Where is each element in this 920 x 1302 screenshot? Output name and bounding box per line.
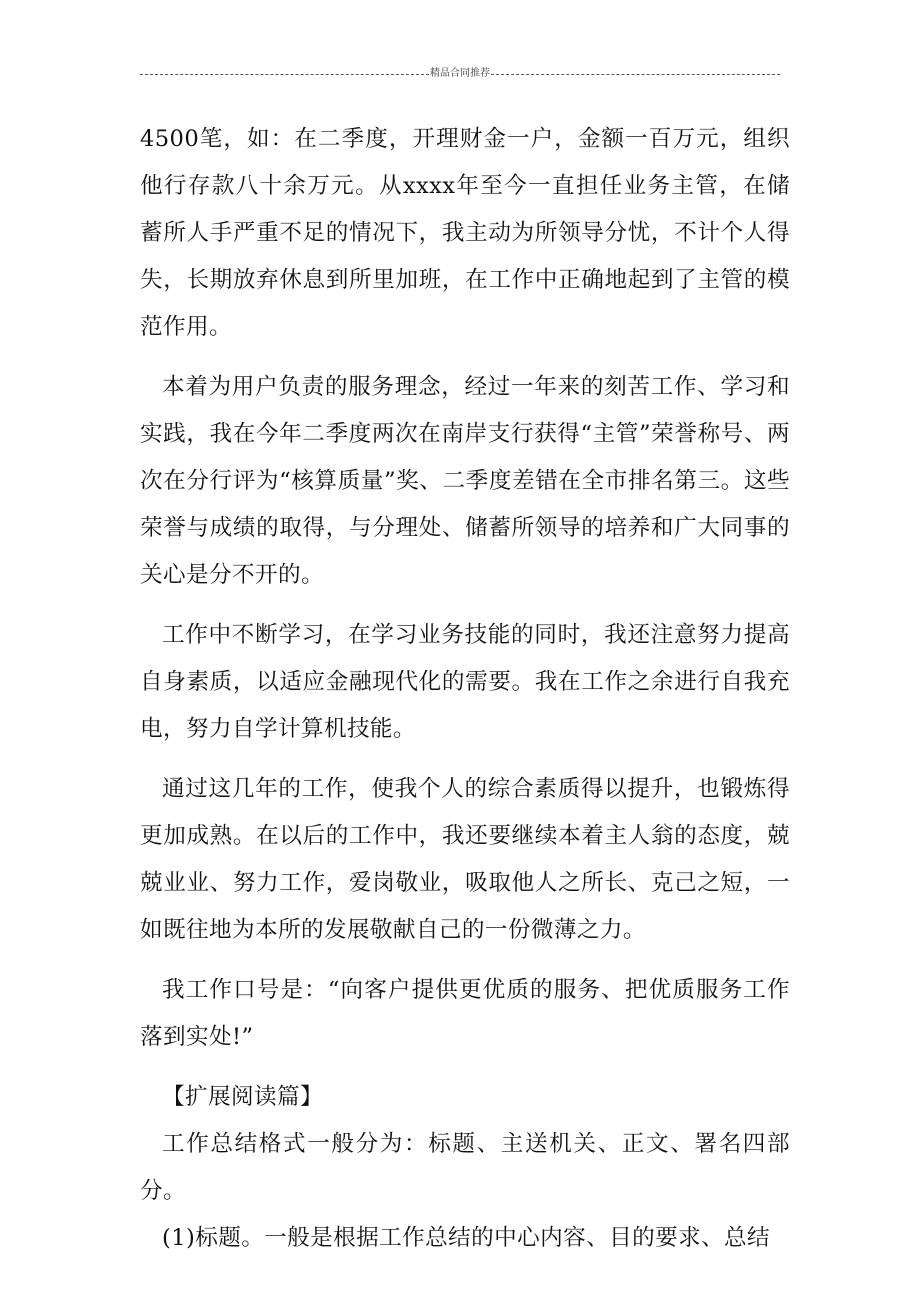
header-dashed-rule-left <box>140 74 429 75</box>
paragraph-slogan: 我工作口号是：“向客户提供更优质的服务、把优质服务工作落到实处!” <box>140 977 790 1050</box>
paragraph-continuation: 4500笔，如：在二季度，开理财金一户，金额一百万元，组织他行存款八十余万元。从xxxx年至今一直担任业务主管，在储蓄所人手严重不足的情况下，我主动为所领导分忧，不计个人得失，长期放弃休息到所里加班，在工作中正确地起到了主管的模范作用。 <box>140 126 790 340</box>
section-heading-extended-reading: 【扩展阅读篇】 <box>162 1084 323 1110</box>
paragraph-format-overview: 工作总结格式一般分为：标题、主送机关、正文、署名四部分。 <box>140 1131 790 1204</box>
header-label: 精品合同推荐 <box>430 68 490 79</box>
paragraph-learning: 工作中不断学习，在学习业务技能的同时，我还注意努力提高自身素质，以适应金融现代化的需要。我在工作之余进行自我充电，努力自学计算机技能。 <box>140 622 790 742</box>
document-body <box>140 116 790 1262</box>
paragraph-growth: 通过这几年的工作，使我个人的综合素质得以提升，也锻炼得更加成熟。在以后的工作中，我还要继续本着主人翁的态度，兢兢业业、努力工作，爱岗敬业，吸取他人之所长、克己之短，一如既往地为本所的发展敬献自己的一份微薄之力。 <box>140 776 790 943</box>
paragraph-title-section: (1)标题。一般是根据工作总结的中心内容、目的要求、总结 <box>162 1225 771 1251</box>
page-header <box>140 67 780 81</box>
header-dashed-rule-right <box>491 74 780 75</box>
paragraph-honors: 本着为用户负责的服务理念，经过一年来的刻苦工作、学习和实践，我在今年二季度两次在南岸支行获得“主管”荣誉称号、两次在分行评为“核算质量”奖、二季度差错在全市排名第三。这些荣誉与成绩的取得，与分理处、储蓄所领导的培养和广大同事的关心是分不开的。 <box>140 374 790 588</box>
